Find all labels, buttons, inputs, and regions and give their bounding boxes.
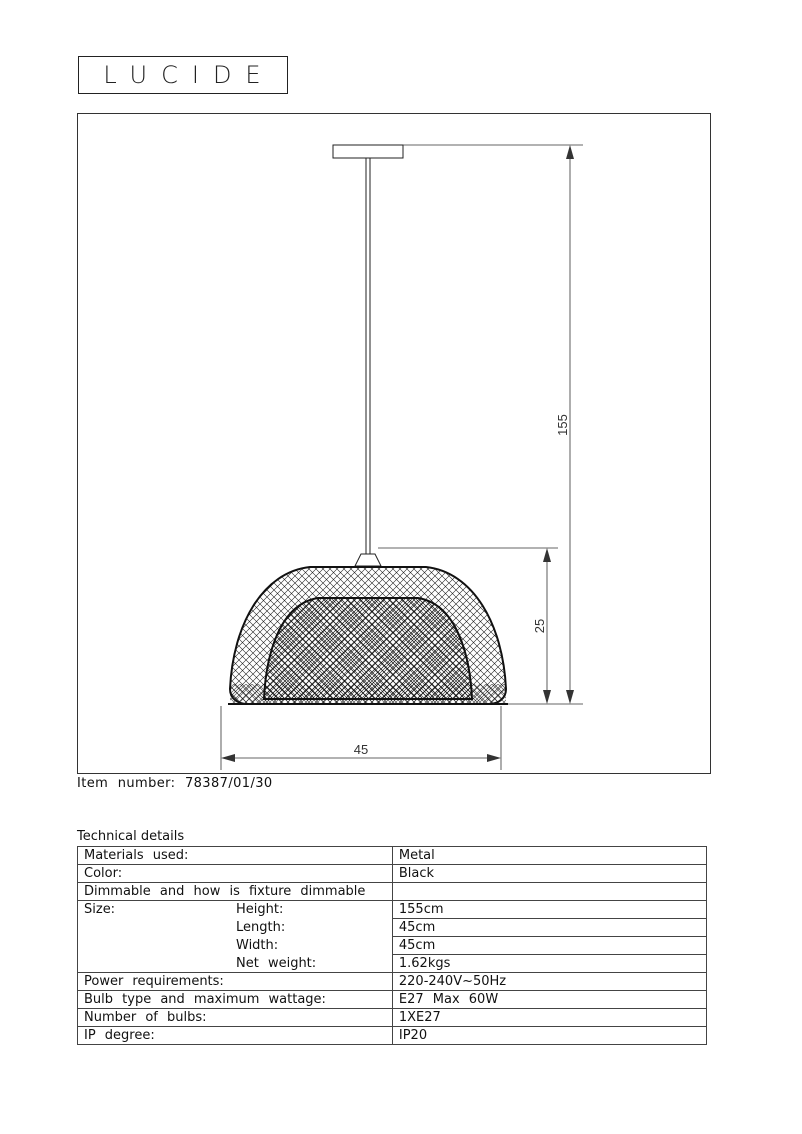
inner-shade: [264, 598, 472, 699]
row-label: Color:: [78, 865, 393, 883]
size-label: Size:: [84, 902, 116, 918]
table-row: [78, 955, 707, 973]
table-row: [78, 919, 707, 937]
table-row: [78, 847, 707, 865]
row-value: 45cm: [392, 937, 706, 955]
row-value: 155cm: [392, 901, 706, 919]
dim-height-total: 155: [555, 414, 570, 436]
row-label: Dimmable and how is fixture dimmable: [78, 883, 393, 901]
size-sub-label: Width:: [236, 938, 279, 953]
row-value: 45cm: [392, 919, 706, 937]
row-label: [78, 937, 393, 955]
table-row: [78, 865, 707, 883]
brand-logo-text: LUCIDE: [103, 61, 275, 89]
table-row: [78, 901, 707, 919]
pendant-lamp-drawing: [78, 114, 712, 775]
row-value: 220-240V~50Hz: [392, 973, 706, 991]
row-label: [78, 955, 393, 973]
item-number-label: Item number:: [77, 776, 176, 791]
table-row: [78, 1009, 707, 1027]
technical-details-table: [77, 846, 707, 1045]
technical-details-title: Technical details: [77, 829, 185, 844]
size-sub-label: Height:: [236, 902, 284, 918]
dim-height-shade: 25: [532, 618, 547, 634]
row-label: Power requirements:: [78, 973, 393, 991]
row-value: IP20: [392, 1027, 706, 1045]
ceiling-canopy: [333, 145, 403, 158]
row-value: Black: [392, 865, 706, 883]
table-row: [78, 883, 707, 901]
table-row: [78, 937, 707, 955]
row-label: [78, 919, 393, 937]
row-label: IP degree:: [78, 1027, 393, 1045]
row-value: 1XE27: [392, 1009, 706, 1027]
row-label: Number of bulbs:: [78, 1009, 393, 1027]
row-value: Metal: [392, 847, 706, 865]
brand-logo: [78, 56, 288, 94]
size-sub-label: Net weight:: [236, 955, 317, 971]
size-sub-label: Length:: [236, 920, 286, 935]
item-number: [77, 776, 273, 791]
table-row: [78, 973, 707, 991]
technical-drawing: [77, 113, 711, 774]
table-row: [78, 991, 707, 1009]
row-value: 1.62kgs: [392, 955, 706, 973]
row-label: Bulb type and maximum wattage:: [78, 991, 393, 1009]
row-label: [78, 901, 393, 919]
item-number-value: 78387/01/30: [184, 776, 273, 791]
lamp-holder: [355, 554, 381, 566]
dim-width: 45: [353, 742, 369, 757]
row-value: E27 Max 60W: [392, 991, 706, 1009]
row-value: [392, 883, 706, 901]
table-row: [78, 1027, 707, 1045]
row-label: Materials used:: [78, 847, 393, 865]
